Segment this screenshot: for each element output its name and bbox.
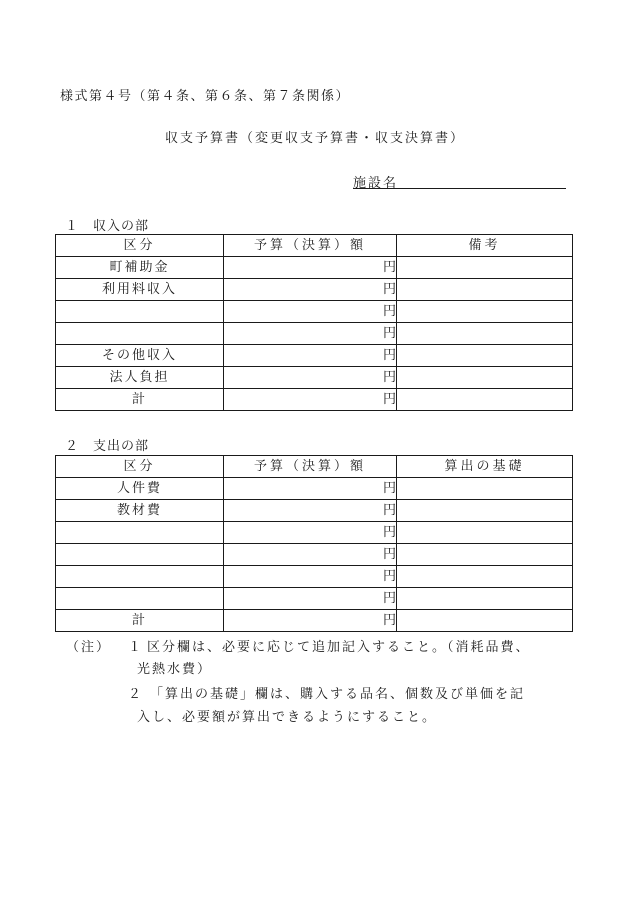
expense-total-amount-cell[interactable]: 円 (224, 610, 397, 632)
income-header-row (56, 235, 573, 257)
expense-category-cell[interactable]: 人件費 (56, 478, 224, 500)
table-row (56, 566, 573, 588)
table-row (56, 345, 573, 367)
expense-amount-cell[interactable]: 円 (224, 500, 397, 522)
expense-category-cell[interactable] (56, 588, 224, 610)
income-remarks-cell[interactable] (397, 323, 573, 345)
income-amount-cell[interactable]: 円 (224, 257, 397, 279)
table-row (56, 323, 573, 345)
expense-col-amount: 予算（決算）額 (224, 456, 397, 478)
expense-amount-cell[interactable]: 円 (224, 566, 397, 588)
expense-basis-cell[interactable] (397, 522, 573, 544)
income-col-category: 区分 (56, 235, 224, 257)
document-title: 収支予算書（変更収支予算書・収支決算書） (164, 131, 465, 146)
income-remarks-cell[interactable] (397, 367, 573, 389)
expense-basis-cell[interactable] (397, 544, 573, 566)
expense-basis-cell[interactable] (397, 566, 573, 588)
income-category-cell[interactable] (56, 323, 224, 345)
expense-category-cell[interactable]: 教材費 (56, 500, 224, 522)
note-1-number: １ (128, 640, 144, 655)
income-col-amount: 予算（決算）額 (224, 235, 397, 257)
expense-section-heading: ２ 支出の部 (65, 439, 150, 454)
expense-total-label: 計 (56, 610, 224, 632)
note-1-text-line-1: 区分欄は、必要に応じて追加記入すること。（消耗品費、 (147, 640, 531, 655)
table-row (56, 522, 573, 544)
table-row (56, 588, 573, 610)
income-total-amount-cell[interactable]: 円 (224, 389, 397, 411)
income-section-heading: １ 収入の部 (65, 219, 150, 234)
table-row (56, 544, 573, 566)
income-amount-cell[interactable]: 円 (224, 367, 397, 389)
note-2-number: ２ (128, 687, 144, 702)
expense-basis-cell[interactable] (397, 500, 573, 522)
income-amount-cell[interactable]: 円 (224, 279, 397, 301)
note-2-text-line-1: 「算出の基礎」欄は、購入する品名、個数及び単価を記 (150, 687, 526, 702)
expense-category-cell[interactable] (56, 566, 224, 588)
table-row (56, 610, 573, 632)
table-row (56, 500, 573, 522)
income-category-cell[interactable]: 利用料収入 (56, 279, 224, 301)
table-row (56, 367, 573, 389)
notes-label: （注） (66, 640, 112, 655)
income-category-cell[interactable] (56, 301, 224, 323)
expense-amount-cell[interactable]: 円 (224, 478, 397, 500)
expense-table (55, 455, 573, 632)
note-2-text-line-2: 入し、必要額が算出できるようにすること。 (137, 710, 438, 725)
income-remarks-cell[interactable] (397, 301, 573, 323)
income-remarks-cell[interactable] (397, 345, 573, 367)
income-amount-cell[interactable]: 円 (224, 345, 397, 367)
table-row (56, 478, 573, 500)
expense-amount-cell[interactable]: 円 (224, 588, 397, 610)
facility-name-field[interactable] (353, 172, 566, 189)
income-category-cell[interactable]: 法人負担 (56, 367, 224, 389)
income-remarks-cell[interactable] (397, 257, 573, 279)
note-1-text-line-2: 光熱水費） (137, 662, 213, 677)
table-row (56, 301, 573, 323)
expense-col-category: 区分 (56, 456, 224, 478)
income-remarks-cell[interactable] (397, 279, 573, 301)
income-category-cell[interactable]: その他収入 (56, 345, 224, 367)
income-amount-cell[interactable]: 円 (224, 323, 397, 345)
table-row (56, 279, 573, 301)
expense-col-basis: 算出の基礎 (397, 456, 573, 478)
expense-amount-cell[interactable]: 円 (224, 522, 397, 544)
income-total-label: 計 (56, 389, 224, 411)
income-remarks-cell[interactable] (397, 389, 573, 411)
expense-amount-cell[interactable]: 円 (224, 544, 397, 566)
form-number: 様式第４号（第４条、第６条、第７条関係） (60, 89, 351, 104)
expense-category-cell[interactable] (56, 522, 224, 544)
expense-header-row (56, 456, 573, 478)
income-table (55, 234, 573, 411)
income-col-remarks: 備考 (397, 235, 573, 257)
income-amount-cell[interactable]: 円 (224, 301, 397, 323)
expense-basis-cell[interactable] (397, 610, 573, 632)
table-row (56, 389, 573, 411)
facility-name-label: 施設名 (353, 176, 399, 191)
expense-category-cell[interactable] (56, 544, 224, 566)
expense-basis-cell[interactable] (397, 478, 573, 500)
table-row (56, 257, 573, 279)
income-category-cell[interactable]: 町補助金 (56, 257, 224, 279)
expense-basis-cell[interactable] (397, 588, 573, 610)
